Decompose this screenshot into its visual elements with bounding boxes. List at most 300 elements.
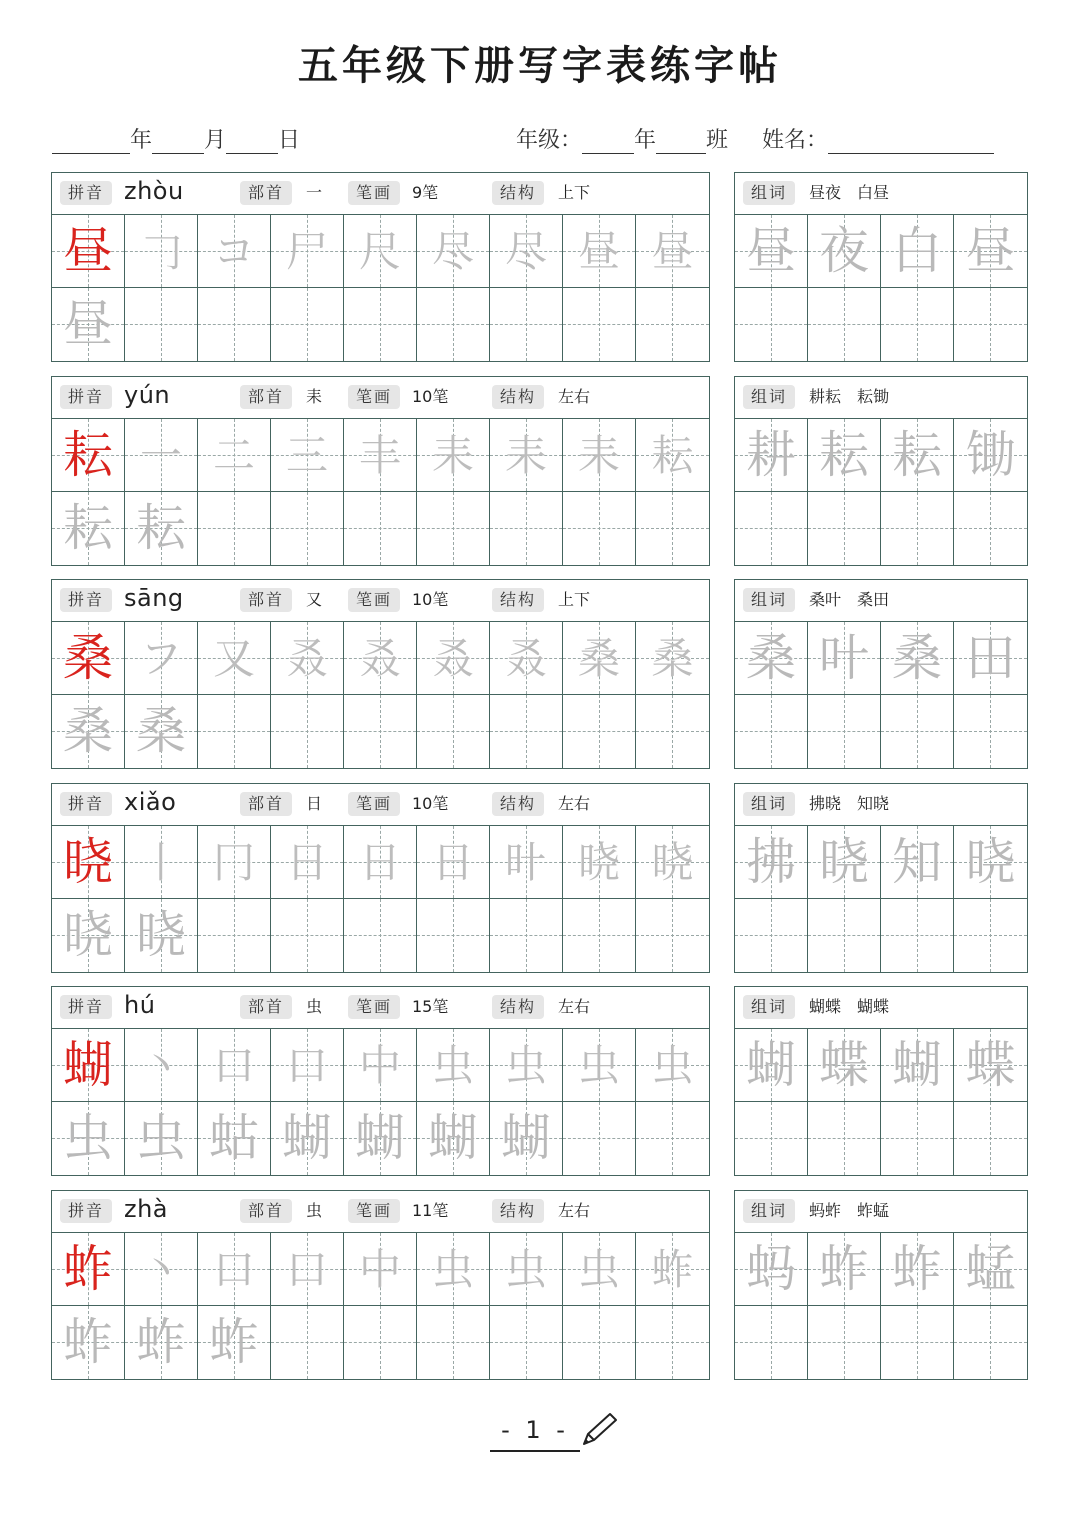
writing-cell[interactable] — [563, 1233, 636, 1306]
year-blank[interactable] — [52, 127, 130, 154]
writing-cell[interactable] — [125, 826, 198, 899]
writing-cell[interactable] — [808, 695, 881, 768]
writing-cell[interactable] — [198, 492, 271, 565]
writing-cell[interactable] — [125, 1306, 198, 1379]
stroke-order-char: 丶 — [139, 1041, 182, 1090]
writing-cell[interactable] — [735, 1102, 808, 1175]
radical-tag: 部首 — [240, 1199, 292, 1223]
strokes-value: 15笔 — [412, 997, 449, 1016]
writing-cell[interactable] — [636, 492, 709, 565]
writing-cell[interactable] — [271, 419, 344, 492]
writing-cell[interactable] — [417, 899, 490, 972]
stroke-order-char: 二 — [212, 431, 255, 480]
class-label: 班 — [706, 128, 729, 153]
trace-char: 虫 — [63, 1109, 113, 1167]
writing-cell[interactable] — [344, 1306, 417, 1379]
char-card — [51, 1190, 710, 1380]
structure-value: 左右 — [558, 1201, 591, 1220]
writing-cell[interactable] — [735, 826, 808, 899]
structure-tag: 结构 — [492, 995, 544, 1019]
stroke-order-char: 旪 — [504, 838, 547, 887]
writing-cell[interactable] — [808, 215, 881, 288]
writing-cell[interactable] — [344, 419, 417, 492]
writing-cell[interactable] — [490, 695, 563, 768]
word-trace-char: 知 — [892, 833, 942, 891]
writing-cell[interactable] — [125, 899, 198, 972]
writing-cell[interactable] — [636, 215, 709, 288]
words-value: 昼夜 白昼 — [809, 183, 890, 202]
writing-cell[interactable] — [344, 622, 417, 695]
stroke-order-char: 日 — [431, 838, 474, 887]
writing-cell[interactable] — [271, 1233, 344, 1306]
stroke-order-char: 晓 — [577, 838, 620, 887]
writing-cell[interactable] — [52, 492, 125, 565]
writing-cell[interactable] — [563, 215, 636, 288]
words-tag: 组词 — [743, 588, 795, 612]
writing-cell[interactable] — [563, 899, 636, 972]
trace-char: 桑 — [136, 702, 186, 760]
stroke-order-char: 蚱 — [651, 1245, 694, 1294]
writing-cell[interactable] — [735, 419, 808, 492]
word-trace-char: 蝶 — [965, 1036, 1016, 1094]
writing-cell[interactable] — [125, 695, 198, 768]
writing-cell[interactable] — [881, 695, 954, 768]
structure-value: 左右 — [558, 997, 591, 1016]
writing-cell[interactable] — [563, 288, 636, 361]
stroke-order-char: フ — [139, 634, 182, 683]
writing-cell[interactable] — [52, 1029, 125, 1102]
writing-cell[interactable] — [52, 826, 125, 899]
structure-tag: 结构 — [492, 1199, 544, 1223]
word-trace-char: 桑 — [746, 629, 796, 687]
stroke-order-char: 中 — [358, 1041, 401, 1090]
writing-cell[interactable] — [344, 288, 417, 361]
writing-cell[interactable] — [490, 1029, 563, 1102]
stroke-order-char: 尺 — [358, 227, 401, 276]
writing-cell[interactable] — [881, 1102, 954, 1175]
writing-cell[interactable] — [271, 1102, 344, 1175]
writing-cell[interactable] — [954, 695, 1027, 768]
writing-cell[interactable] — [271, 826, 344, 899]
word-trace-char: 拂 — [746, 833, 796, 891]
word-trace-char: 昼 — [965, 222, 1016, 280]
strokes-value: 9笔 — [412, 183, 439, 202]
writing-cell[interactable] — [954, 1029, 1027, 1102]
grade-blank[interactable] — [582, 127, 634, 154]
words-card — [734, 579, 1028, 769]
writing-cell[interactable] — [417, 1029, 490, 1102]
writing-cell[interactable] — [490, 1102, 563, 1175]
writing-cell[interactable] — [636, 899, 709, 972]
writing-cell[interactable] — [490, 1306, 563, 1379]
writing-cell[interactable] — [198, 1029, 271, 1102]
radical-value: 又 — [306, 590, 323, 609]
writing-cell[interactable] — [808, 826, 881, 899]
name-blank[interactable] — [828, 127, 994, 154]
stroke-order-char: 三 — [285, 431, 328, 480]
writing-cell[interactable] — [808, 1233, 881, 1306]
writing-cell[interactable] — [735, 288, 808, 361]
writing-cell[interactable] — [125, 419, 198, 492]
writing-cell[interactable] — [198, 826, 271, 899]
writing-cell[interactable] — [808, 1029, 881, 1102]
writing-cell[interactable] — [344, 695, 417, 768]
writing-cell[interactable] — [881, 1306, 954, 1379]
writing-cell[interactable] — [881, 492, 954, 565]
writing-cell[interactable] — [344, 826, 417, 899]
stroke-order-char: 耒 — [504, 431, 547, 480]
writing-cell[interactable] — [954, 826, 1027, 899]
writing-cell[interactable] — [271, 622, 344, 695]
writing-cell[interactable] — [344, 492, 417, 565]
writing-cell[interactable] — [808, 288, 881, 361]
strokes-tag: 笔画 — [348, 385, 400, 409]
trace-char: 蝴 — [282, 1109, 332, 1167]
writing-cell[interactable] — [636, 1102, 709, 1175]
stroke-order-char: 口 — [212, 1245, 255, 1294]
trace-char: 蝴 — [355, 1109, 405, 1167]
writing-cell[interactable] — [636, 1306, 709, 1379]
name-label: 姓名： — [762, 128, 829, 153]
words-info-bar — [735, 580, 1027, 622]
stroke-order-char: 口 — [285, 1041, 328, 1090]
writing-cell[interactable] — [344, 215, 417, 288]
stroke-order-char: 叒 — [504, 634, 547, 683]
writing-cell[interactable] — [636, 419, 709, 492]
structure-tag: 结构 — [492, 588, 544, 612]
writing-cell[interactable] — [954, 1233, 1027, 1306]
model-char: 晓 — [63, 833, 113, 891]
writing-cell[interactable] — [808, 1102, 881, 1175]
writing-cell[interactable] — [808, 419, 881, 492]
writing-cell[interactable] — [881, 622, 954, 695]
words-value: 耕耘 耘锄 — [809, 387, 890, 406]
trace-char: 蚱 — [136, 1313, 186, 1371]
writing-cell[interactable] — [954, 899, 1027, 972]
writing-cell[interactable] — [198, 419, 271, 492]
char-card — [51, 986, 710, 1176]
word-trace-char: 桑 — [892, 629, 942, 687]
writing-cell[interactable] — [735, 622, 808, 695]
word-trace-char: 蚂 — [746, 1240, 796, 1298]
char-card — [51, 376, 710, 566]
writing-cell[interactable] — [271, 899, 344, 972]
writing-cell[interactable] — [417, 695, 490, 768]
writing-cell[interactable] — [271, 695, 344, 768]
stroke-order-char: 尸 — [285, 227, 328, 276]
strokes-tag: 笔画 — [348, 588, 400, 612]
stroke-order-char: 叒 — [431, 634, 474, 683]
radical-tag: 部首 — [240, 588, 292, 612]
stroke-order-char: 丨 — [139, 838, 182, 887]
writing-cell[interactable] — [563, 695, 636, 768]
char-info-bar — [52, 377, 709, 419]
stroke-order-char: 日 — [285, 838, 328, 887]
writing-cell[interactable] — [198, 622, 271, 695]
word-trace-char: 蝶 — [819, 1036, 869, 1094]
pinyin-value: zhà — [124, 1195, 169, 1223]
structure-value: 左右 — [558, 387, 591, 406]
writing-cell[interactable] — [198, 899, 271, 972]
writing-cell[interactable] — [417, 826, 490, 899]
word-trace-char: 蚱 — [819, 1240, 869, 1298]
radical-tag: 部首 — [240, 181, 292, 205]
pinyin-tag: 拼音 — [60, 995, 112, 1019]
writing-cell[interactable] — [735, 899, 808, 972]
writing-cell[interactable] — [344, 1233, 417, 1306]
writing-cell[interactable] — [735, 215, 808, 288]
pinyin-value: yún — [124, 381, 171, 409]
words-info-bar — [735, 784, 1027, 826]
writing-cell[interactable] — [125, 622, 198, 695]
char-card — [51, 172, 710, 362]
trace-char: 蝴 — [428, 1109, 478, 1167]
stroke-order-char: 又 — [212, 634, 255, 683]
pinyin-tag: 拼音 — [60, 181, 112, 205]
writing-cell[interactable] — [881, 288, 954, 361]
writing-cell[interactable] — [735, 1306, 808, 1379]
writing-cell[interactable] — [881, 1029, 954, 1102]
word-trace-char: 叶 — [819, 629, 869, 687]
writing-cell[interactable] — [417, 1306, 490, 1379]
stroke-order-char: 日 — [358, 838, 401, 887]
words-tag: 组词 — [743, 1199, 795, 1223]
trace-char: 耘 — [63, 499, 113, 557]
trace-char: 虫 — [136, 1109, 186, 1167]
writing-cell[interactable] — [52, 1306, 125, 1379]
model-char: 蚱 — [63, 1240, 113, 1298]
writing-cell[interactable] — [636, 826, 709, 899]
model-char: 桑 — [63, 629, 113, 687]
words-info-bar — [735, 987, 1027, 1029]
writing-cell[interactable] — [52, 622, 125, 695]
writing-cell[interactable] — [954, 288, 1027, 361]
writing-cell[interactable] — [881, 419, 954, 492]
writing-cell[interactable] — [344, 1029, 417, 1102]
radical-tag: 部首 — [240, 385, 292, 409]
stroke-order-char: 虫 — [504, 1245, 547, 1294]
strokes-tag: 笔画 — [348, 181, 400, 205]
structure-tag: 结构 — [492, 792, 544, 816]
words-value: 蚂蚱 蚱蜢 — [809, 1201, 890, 1220]
stroke-order-char: 耒 — [577, 431, 620, 480]
words-value: 拂晓 知晓 — [809, 794, 890, 813]
writing-cell[interactable] — [563, 1102, 636, 1175]
structure-tag: 结构 — [492, 181, 544, 205]
pinyin-value: hú — [124, 991, 156, 1019]
writing-cell[interactable] — [563, 1306, 636, 1379]
writing-cell[interactable] — [490, 1233, 563, 1306]
writing-cell[interactable] — [735, 1029, 808, 1102]
month-blank[interactable] — [152, 127, 204, 154]
stroke-order-char: 昼 — [577, 227, 620, 276]
writing-cell[interactable] — [417, 419, 490, 492]
writing-cell[interactable] — [881, 215, 954, 288]
char-card — [51, 579, 710, 769]
writing-cell[interactable] — [198, 1306, 271, 1379]
words-card — [734, 1190, 1028, 1380]
writing-cell[interactable] — [954, 1102, 1027, 1175]
radical-value: 耒 — [306, 387, 323, 406]
writing-cell[interactable] — [735, 695, 808, 768]
writing-cell[interactable] — [271, 1029, 344, 1102]
writing-cell[interactable] — [636, 695, 709, 768]
writing-cell[interactable] — [417, 492, 490, 565]
writing-cell[interactable] — [808, 899, 881, 972]
month-label: 月 — [204, 128, 227, 153]
stroke-order-char: 桑 — [577, 634, 620, 683]
writing-cell[interactable] — [563, 492, 636, 565]
writing-cell[interactable] — [52, 1102, 125, 1175]
writing-cell[interactable] — [344, 1102, 417, 1175]
writing-cell[interactable] — [344, 899, 417, 972]
writing-cell[interactable] — [563, 419, 636, 492]
stroke-order-char: 中 — [358, 1245, 401, 1294]
writing-cell[interactable] — [417, 215, 490, 288]
writing-cell[interactable] — [881, 1233, 954, 1306]
writing-cell[interactable] — [198, 288, 271, 361]
trace-char: 蚱 — [63, 1313, 113, 1371]
char-info-bar — [52, 987, 709, 1029]
writing-cell[interactable] — [125, 1029, 198, 1102]
writing-cell[interactable] — [636, 1233, 709, 1306]
writing-cell[interactable] — [125, 1233, 198, 1306]
writing-cell[interactable] — [490, 419, 563, 492]
writing-cell[interactable] — [52, 215, 125, 288]
words-info-bar — [735, 173, 1027, 215]
writing-cell[interactable] — [563, 826, 636, 899]
words-tag: 组词 — [743, 181, 795, 205]
trace-char: 耘 — [136, 499, 186, 557]
char-info-bar — [52, 1191, 709, 1233]
trace-char: 昼 — [63, 295, 113, 353]
pinyin-value: zhòu — [124, 177, 184, 205]
writing-cell[interactable] — [735, 492, 808, 565]
words-card — [734, 783, 1028, 973]
writing-cell[interactable] — [954, 419, 1027, 492]
writing-cell[interactable] — [417, 622, 490, 695]
words-info-bar — [735, 1191, 1027, 1233]
strokes-value: 11笔 — [412, 1201, 449, 1220]
model-char: 昼 — [63, 222, 113, 280]
writing-cell[interactable] — [636, 288, 709, 361]
radical-value: 日 — [306, 794, 323, 813]
writing-cell[interactable] — [52, 899, 125, 972]
words-card — [734, 172, 1028, 362]
writing-cell[interactable] — [271, 215, 344, 288]
writing-cell[interactable] — [52, 1233, 125, 1306]
writing-cell[interactable] — [490, 215, 563, 288]
writing-cell[interactable] — [954, 1306, 1027, 1379]
writing-cell[interactable] — [271, 492, 344, 565]
stroke-order-char: 叒 — [358, 634, 401, 683]
writing-cell[interactable] — [563, 1029, 636, 1102]
writing-cell[interactable] — [490, 826, 563, 899]
stroke-order-char: 昼 — [651, 227, 694, 276]
word-trace-char: 昼 — [746, 222, 796, 280]
writing-cell[interactable] — [490, 288, 563, 361]
writing-cell[interactable] — [125, 215, 198, 288]
writing-cell[interactable] — [125, 1102, 198, 1175]
char-card — [51, 783, 710, 973]
stroke-order-char: 𠃌 — [139, 227, 182, 276]
words-tag: 组词 — [743, 385, 795, 409]
trace-char: 蝴 — [501, 1109, 551, 1167]
writing-cell[interactable] — [198, 1233, 271, 1306]
writing-cell[interactable] — [490, 492, 563, 565]
writing-cell[interactable] — [954, 492, 1027, 565]
writing-cell[interactable] — [198, 215, 271, 288]
writing-cell[interactable] — [881, 826, 954, 899]
page-number: - 1 - — [490, 1410, 580, 1452]
writing-cell[interactable] — [735, 1233, 808, 1306]
word-trace-char: 蝴 — [892, 1036, 942, 1094]
pinyin-tag: 拼音 — [60, 792, 112, 816]
trace-char: 晓 — [136, 906, 186, 964]
day-label: 日 — [278, 128, 301, 153]
class-blank[interactable] — [656, 127, 706, 154]
radical-tag: 部首 — [240, 995, 292, 1019]
writing-cell[interactable] — [271, 1306, 344, 1379]
trace-char: 桑 — [63, 702, 113, 760]
writing-cell[interactable] — [417, 288, 490, 361]
writing-cell[interactable] — [954, 215, 1027, 288]
writing-cell[interactable] — [125, 492, 198, 565]
writing-cell[interactable] — [881, 899, 954, 972]
writing-cell[interactable] — [52, 288, 125, 361]
words-card — [734, 986, 1028, 1176]
writing-cell[interactable] — [125, 288, 198, 361]
word-trace-char: 耘 — [819, 426, 869, 484]
writing-cell[interactable] — [198, 695, 271, 768]
writing-cell[interactable] — [271, 288, 344, 361]
writing-cell[interactable] — [52, 419, 125, 492]
radical-value: 虫 — [306, 1201, 323, 1220]
stroke-order-char: 虫 — [651, 1041, 694, 1090]
model-char: 耘 — [63, 426, 113, 484]
writing-cell[interactable] — [490, 899, 563, 972]
writing-cell[interactable] — [563, 622, 636, 695]
writing-cell[interactable] — [808, 1306, 881, 1379]
stroke-order-char: 一 — [139, 431, 182, 480]
radical-value: 一 — [306, 183, 323, 202]
pinyin-tag: 拼音 — [60, 588, 112, 612]
word-trace-char: 耕 — [746, 426, 796, 484]
writing-cell[interactable] — [417, 1233, 490, 1306]
stroke-order-char: 尽 — [431, 227, 474, 276]
word-trace-char: 蜢 — [965, 1240, 1016, 1298]
writing-cell[interactable] — [490, 622, 563, 695]
writing-cell[interactable] — [198, 1102, 271, 1175]
words-value: 蝴蝶 蝴蝶 — [809, 997, 890, 1016]
date-line — [52, 122, 300, 154]
char-info-bar — [52, 580, 709, 622]
radical-tag: 部首 — [240, 792, 292, 816]
writing-cell[interactable] — [808, 492, 881, 565]
stroke-order-char: 耘 — [651, 431, 694, 480]
writing-cell[interactable] — [636, 622, 709, 695]
day-blank[interactable] — [226, 127, 278, 154]
writing-cell[interactable] — [954, 622, 1027, 695]
writing-cell[interactable] — [808, 622, 881, 695]
writing-cell[interactable] — [417, 1102, 490, 1175]
page-title: 五年级下册写字表练字帖 — [298, 42, 782, 89]
words-value: 桑叶 桑田 — [809, 590, 890, 609]
writing-cell[interactable] — [636, 1029, 709, 1102]
trace-char: 蛄 — [209, 1109, 259, 1167]
writing-cell[interactable] — [52, 695, 125, 768]
student-line — [516, 122, 994, 154]
